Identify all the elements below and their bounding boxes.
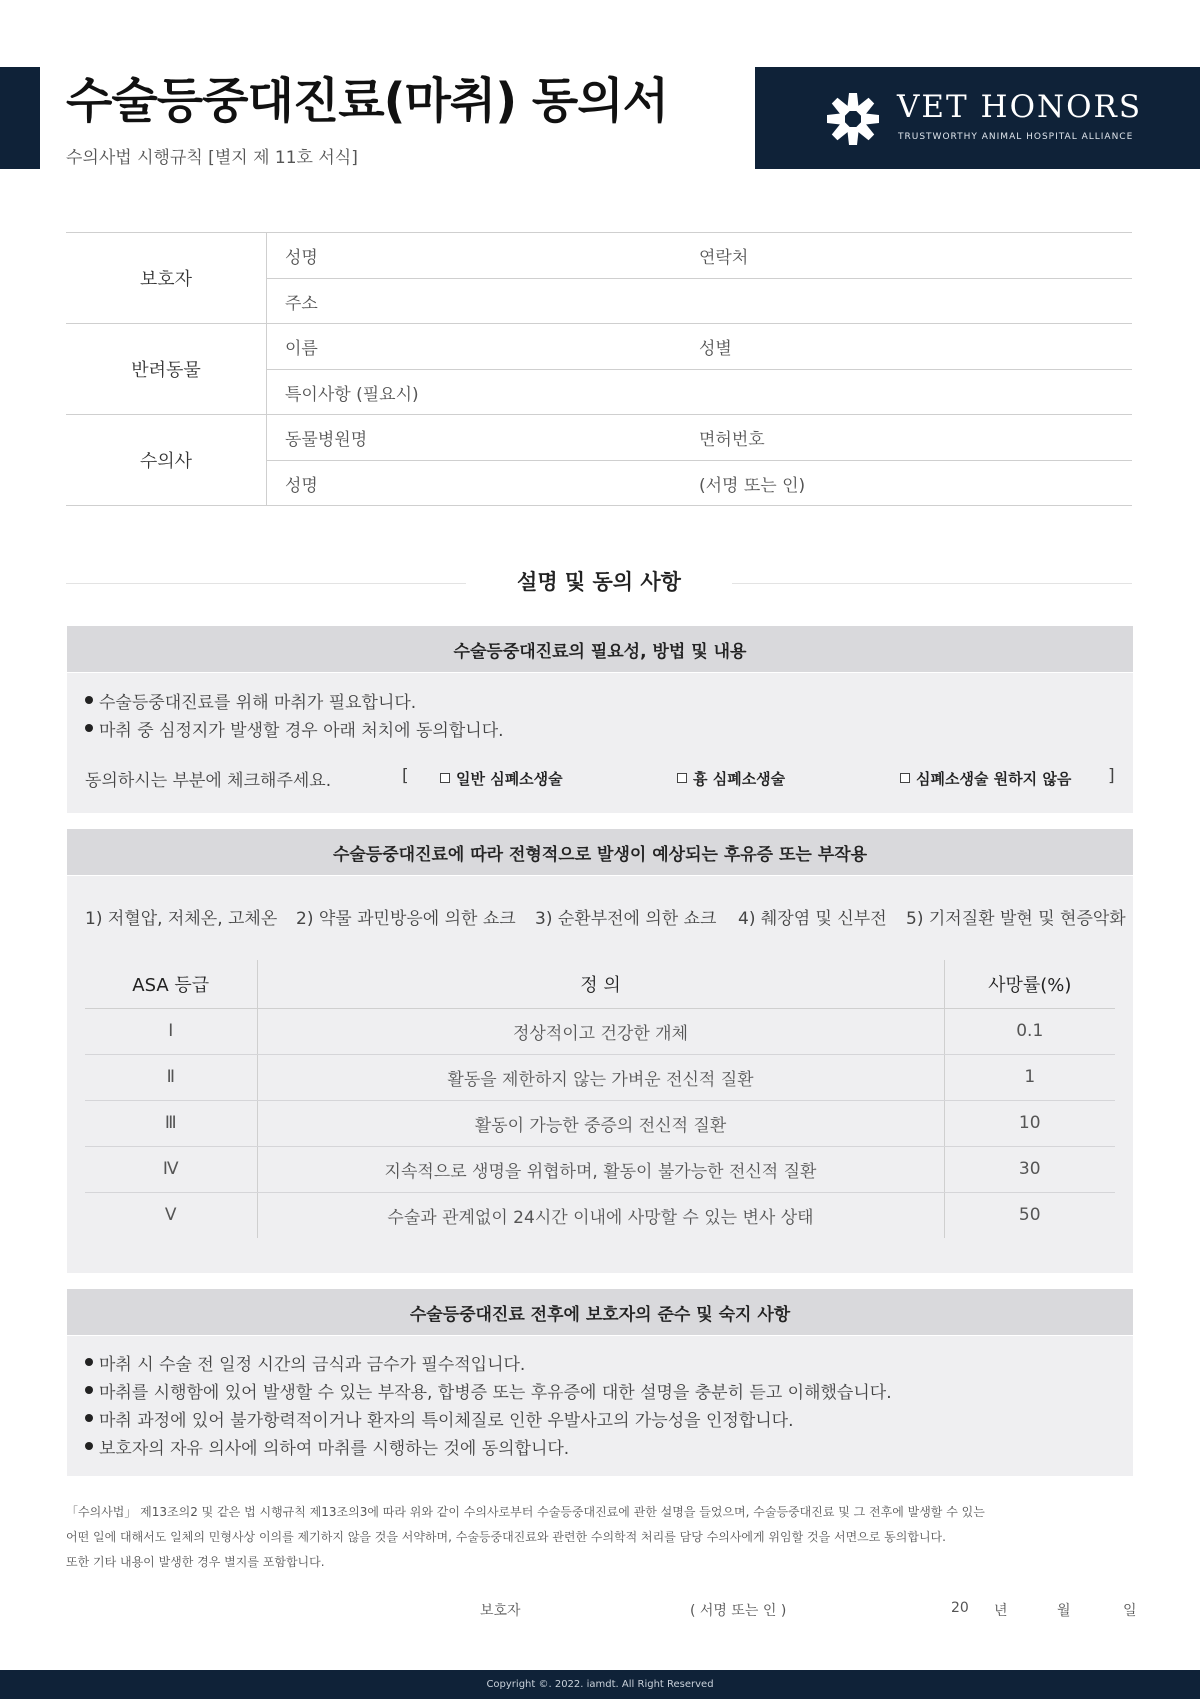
legal-line: 「수의사법」 제13조의2 및 같은 법 시행규칙 제13조의3에 따라 위와 같이 수의사로부터 수술등중대진료에 관한 설명을 들었으며, 수술등중대진료 및 그 전후에 발생할 수 있는 — [66, 1505, 985, 1519]
asa-mortality: 0.1 — [944, 1008, 1115, 1054]
guardian-signature-field[interactable]: ( 서명 또는 인 ) — [690, 1603, 787, 1619]
asa-grade: Ⅱ — [85, 1054, 257, 1100]
header-accent-bar — [0, 67, 40, 169]
compliance-bullet: 보호자의 자유 의사에 의하여 마취를 시행하는 것에 동의합니다. — [85, 1432, 1133, 1460]
side-effect-item: 1) 저혈압, 저체온, 고체온 — [85, 909, 278, 929]
side-effects-panel — [67, 876, 1133, 1273]
date-year-field[interactable]: 년 — [994, 1603, 1008, 1619]
side-effect-item: 5) 기저질환 발현 및 현증악화 — [906, 909, 1126, 929]
asa-definition: 정상적이고 건강한 개체 — [257, 1008, 944, 1054]
asa-mortality: 10 — [944, 1100, 1115, 1146]
asa-grade: Ⅳ — [85, 1146, 257, 1192]
bracket-open: [ — [402, 766, 409, 786]
guardian-signature-label: 보호자 — [480, 1603, 521, 1619]
table-row — [85, 1146, 1115, 1192]
pet-notes-field[interactable]: 특이사항 (필요시) — [285, 384, 419, 405]
consent-section-title: 설명 및 동의 사항 — [517, 570, 681, 594]
side-effect-item: 3) 순환부전에 의한 쇼크 — [535, 909, 717, 929]
necessity-panel — [67, 673, 1133, 813]
brand-name: VET HONORS — [897, 89, 1143, 125]
brand-tagline: TRUSTWORTHY ANIMAL HOSPITAL ALLIANCE — [898, 132, 1134, 142]
pet-name-field[interactable]: 이름 — [285, 339, 318, 359]
asa-definition: 지속적으로 생명을 위협하며, 활동이 불가능한 전신적 질환 — [257, 1146, 944, 1192]
pet-sex-field[interactable]: 성별 — [699, 339, 732, 359]
brand-banner — [755, 67, 1200, 169]
copyright-text: Copyright ©. 2022. iamdt. All Right Reserved — [486, 1679, 714, 1690]
pet-group — [66, 324, 1132, 415]
necessity-bullet: 수술등중대진료를 위해 마취가 필요합니다. — [85, 686, 1133, 714]
asa-grade: Ⅲ — [85, 1100, 257, 1146]
side-effect-item: 2) 약물 과민방응에 의한 쇼크 — [296, 909, 516, 929]
date-month-field[interactable]: 월 — [1057, 1603, 1071, 1619]
compliance-bullet: 마취를 시행함에 있어 발생할 수 있는 부작용, 합병증 또는 후유증에 대한 설명을 충분히 듣고 이해했습니다. — [85, 1376, 1133, 1404]
asa-mortality: 1 — [944, 1054, 1115, 1100]
asa-definition: 활동을 제한하지 않는 가벼운 전신적 질환 — [257, 1054, 944, 1100]
checkbox-icon — [440, 773, 450, 783]
table-row — [85, 1054, 1115, 1100]
checkbox-icon — [900, 773, 910, 783]
cpr-standard-checkbox[interactable]: 일반 심폐소생술 — [440, 768, 563, 789]
check-prompt: 동의하시는 부분에 체크해주세요. — [85, 771, 332, 791]
compliance-heading: 수술등중대진료 전후에 보호자의 준수 및 숙지 사항 — [67, 1289, 1133, 1335]
asa-header-definition: 정 의 — [257, 960, 944, 1008]
vet-license-field[interactable]: 면허번호 — [699, 430, 765, 450]
compliance-bullet: 마취 과정에 있어 불가항력적이거나 환자의 특이체질로 인한 우발사고의 가능성을 인정합니다. — [85, 1404, 1133, 1432]
asa-definition: 수술과 관계없이 24시간 이내에 사망할 수 있는 변사 상태 — [387, 1207, 814, 1228]
guardian-group — [66, 233, 1132, 324]
guardian-name-field[interactable]: 성명 — [285, 248, 318, 268]
vet-label: 수의사 — [66, 415, 267, 505]
cpr-decline-checkbox[interactable]: 심폐소생술 원하지 않음 — [900, 768, 1071, 789]
asa-header-grade: ASA 등급 — [85, 960, 257, 1008]
vet-signature-field[interactable]: (서명 또는 인) — [699, 475, 806, 496]
vet-group — [66, 415, 1132, 506]
legal-statement — [66, 1500, 1136, 1575]
compliance-panel — [67, 1336, 1133, 1476]
side-effects-heading: 수술등중대진료에 따라 전형적으로 발생이 예상되는 후유증 또는 부작용 — [67, 829, 1133, 875]
guardian-contact-field[interactable]: 연락처 — [699, 248, 749, 268]
asa-table — [85, 960, 1115, 1238]
page-title: 수술등중대진료(마취) 동의서 — [66, 73, 669, 129]
checkbox-icon — [677, 773, 687, 783]
necessity-bullet: 마취 중 심정지가 발생할 경우 아래 처치에 동의합니다. — [85, 714, 1133, 742]
star-logo-icon — [825, 91, 881, 147]
cpr-open-chest-checkbox[interactable]: 흉 심폐소생술 — [677, 768, 785, 789]
page-subtitle: 수의사법 시행규칙 [별지 제 11호 서식] — [66, 148, 358, 168]
guardian-label: 보호자 — [66, 233, 267, 323]
table-row — [85, 1008, 1115, 1054]
asa-header-mortality: 사망률(%) — [944, 960, 1115, 1008]
asa-mortality: 50 — [944, 1192, 1115, 1238]
asa-definition: 활동이 가능한 중증의 전신적 질환 — [257, 1100, 944, 1146]
necessity-heading: 수술등중대진료의 필요성, 방법 및 내용 — [67, 626, 1133, 672]
table-row — [85, 1192, 1115, 1238]
vet-hospital-field[interactable]: 동물병원명 — [285, 430, 368, 450]
legal-line: 어떤 일에 대해서도 일체의 민형사상 이의를 제기하지 않을 것을 서약하며, 수술등중대진료와 관련한 수의학적 처리를 담당 수의사에게 위임할 것을 서면으로 동의합니다. — [66, 1530, 946, 1544]
footer — [0, 1670, 1200, 1699]
pet-label: 반려동물 — [66, 324, 267, 414]
date-day-field[interactable]: 일 — [1123, 1603, 1137, 1619]
legal-line: 또한 기타 내용이 발생한 경우 별지를 포함합니다. — [66, 1555, 325, 1569]
info-table — [66, 232, 1132, 506]
side-effect-item: 4) 췌장염 및 신부전 — [738, 909, 887, 929]
date-year-prefix: 20 — [951, 1600, 969, 1616]
guardian-address-field[interactable]: 주소 — [285, 293, 318, 314]
asa-grade: Ⅴ — [85, 1192, 257, 1238]
asa-mortality: 30 — [944, 1146, 1115, 1192]
vet-name-field[interactable]: 성명 — [285, 475, 318, 496]
bracket-close: ] — [1108, 766, 1115, 786]
asa-grade: Ⅰ — [85, 1008, 257, 1054]
table-row — [85, 1100, 1115, 1146]
compliance-bullet: 마취 시 수술 전 일정 시간의 금식과 금수가 필수적입니다. — [85, 1348, 1133, 1376]
consent-section-header — [66, 566, 1132, 600]
